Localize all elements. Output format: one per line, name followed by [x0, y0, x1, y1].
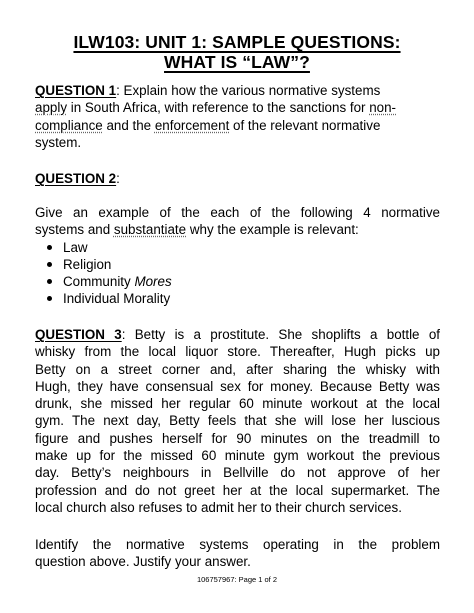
page-title: ILW103: UNIT 1: SAMPLE QUESTIONS: — [73, 32, 401, 52]
question-1-line-3: compliance and the enforcement of the relevant normative — [35, 117, 381, 133]
question-1-label: QUESTION 1 — [35, 83, 117, 98]
normative-systems-list — [35, 239, 440, 308]
question-1-line-1 — [35, 82, 440, 99]
question-3-line: whisky from the local liquor store. Thereafter, Hugh picks up — [35, 344, 440, 360]
question-3-line: Hugh, they have consensual sex for money. Because Betty was — [35, 378, 440, 394]
question-3-line: local church also refuses to admit her to their church services. — [35, 499, 402, 515]
question-3-line-1: QUESTION 3: Betty is a prostitute. She shoplifts a bottle of — [35, 327, 440, 342]
page-footer: 106757967: Page 1 of 2 — [196, 575, 278, 584]
question-3-instruction — [35, 536, 440, 571]
list-item: Law — [35, 239, 440, 256]
word-substantiate: substantiate — [113, 222, 187, 238]
question-1-line-4: system. — [35, 134, 82, 150]
question-2-heading: QUESTION 2: — [35, 171, 120, 186]
question-3-line: gym. The next day, Betty feels that she will lose her luscious — [35, 413, 440, 429]
question-3-line: day. Betty’s neighbours in Bellville do not approve of her — [35, 465, 440, 481]
word-non: non- — [369, 100, 397, 116]
question-3-line: make up for the missed 60 minute gym workout the previous — [35, 448, 440, 464]
question-3-line: Betty on a street corner and, after sharing the whisky with — [35, 361, 440, 377]
question-3-line: drunk, she missed her regular 60 minute workout at the local — [35, 396, 440, 412]
bullet-icon — [47, 279, 52, 284]
word-compliance: compliance — [35, 117, 103, 133]
question-1-text: : Explain how the various normative systems — [116, 83, 381, 98]
question-3-label: QUESTION 3 — [35, 327, 122, 342]
list-item: Individual Morality — [35, 290, 440, 307]
question-1-block — [35, 82, 440, 151]
question-2-block — [35, 204, 440, 308]
question-3-line: figure and pushes herself for 90 minutes on the treadmill to — [35, 430, 440, 446]
bullet-icon — [47, 296, 52, 301]
question-2-line-1: Give an example of the each of the following 4 normative — [35, 205, 440, 220]
page-subtitle: WHAT IS “LAW”? — [164, 52, 310, 72]
word-apply: apply — [35, 100, 68, 116]
list-item: Community Mores — [35, 273, 440, 290]
question-1-line-2: apply in South Africa, with reference to the sanctions for non- — [35, 100, 397, 116]
instruction-line-1: Identify the normative systems operating in the problem — [35, 537, 440, 552]
bullet-icon — [47, 245, 52, 250]
question-2-line-2: systems and substantiate why the example is relevant: — [35, 222, 359, 238]
bullet-icon — [47, 262, 52, 267]
question-3-line: profession and do not greet her at the local supermarket. The — [35, 482, 440, 498]
question-3-block — [35, 326, 440, 516]
question-2-label: QUESTION 2 — [35, 171, 117, 186]
word-enforcement: enforcement — [154, 117, 230, 133]
list-item: Religion — [35, 256, 440, 273]
instruction-line-2: question above. Justify your answer. — [35, 554, 251, 570]
